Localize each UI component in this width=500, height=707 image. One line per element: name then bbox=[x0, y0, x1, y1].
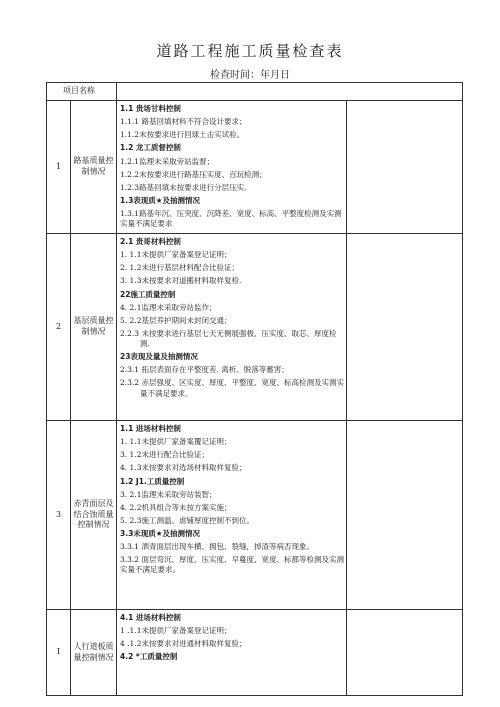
project-name-value[interactable] bbox=[117, 83, 463, 101]
section-category: 人行道板质量控制情况 bbox=[71, 610, 117, 696]
section-index: 1 bbox=[47, 101, 71, 234]
section-content bbox=[117, 234, 347, 421]
section-category: 赤青面层及结合蚀质量控制情况 bbox=[71, 421, 117, 610]
result-cell[interactable] bbox=[347, 421, 463, 610]
check-item: 5. 2.2基层养护期间未封闭交通； bbox=[120, 315, 232, 325]
subsection-heading: 4.1 进场材料控制 bbox=[120, 613, 181, 622]
check-item: 1.1.2未按要求进行回球土击实试验。 bbox=[120, 130, 245, 140]
check-item: 1.2.3路基回填未按要求进行分层压实。 bbox=[120, 182, 252, 192]
check-item: 1.3.1路基年沉、压突度、沉降差、宽度、标高、平整度检测及实测实量不满足要求 bbox=[120, 209, 342, 229]
section-index: 2 bbox=[47, 234, 71, 421]
header-row bbox=[47, 83, 463, 101]
check-item: 3. 2.1监理未采取旁站装智； bbox=[120, 489, 217, 499]
subsection-heading: 1.2 龙工质督控制 bbox=[120, 143, 181, 153]
check-item: 4 .1.2未按要求对进通材料取样复验； bbox=[120, 639, 247, 649]
result-cell[interactable] bbox=[347, 234, 463, 421]
subsection-heading: 1.1 贵场甘料控制 bbox=[120, 104, 181, 113]
check-item: 2.2.3 未按要求进行基层七天无侧展强极、压实度、取芯、厚度检测. bbox=[120, 328, 337, 348]
result-cell[interactable] bbox=[347, 101, 463, 234]
check-item: 4. 2.1监理未采取旁站监作； bbox=[120, 302, 217, 312]
section-category: 基层质量控制情况 bbox=[71, 234, 117, 421]
subsection-heading: 1.3表现质★及抽测情况 bbox=[120, 195, 201, 205]
check-item: 5. 2.3施工测温、虐铺厚度控制不到位。 bbox=[120, 515, 254, 525]
section-index: 3 bbox=[47, 421, 71, 610]
section-content bbox=[117, 421, 347, 610]
section-row bbox=[47, 101, 463, 234]
section-content bbox=[117, 101, 347, 234]
result-cell[interactable] bbox=[347, 610, 463, 696]
subsection-heading: 23表现及量及抽测情况 bbox=[120, 352, 198, 362]
check-item: 2.3.2 赤层强度、区实度、厚度、平整度、宽度、标高检测及实测实量不满足要求。 bbox=[120, 378, 344, 398]
subsection-heading: 2.1 贵哥材料控制 bbox=[120, 237, 181, 246]
subsection-heading: 1.1 进场材料控制 bbox=[120, 424, 181, 433]
subsection-heading: 3.3未现质★及抽测情况 bbox=[120, 529, 201, 538]
check-date: 检查时间：年月日 bbox=[210, 70, 290, 81]
subsection-heading: 4.2 *工质量控制 bbox=[120, 652, 178, 662]
check-item: 1. 1.1未提供厂家备案登记证明； bbox=[120, 250, 232, 260]
quality-check-table bbox=[46, 82, 463, 696]
page-title: 道路工程施工质量检查表 bbox=[156, 42, 344, 60]
section-content bbox=[117, 610, 347, 696]
section-category: 路基质量控制情况 bbox=[71, 101, 117, 234]
check-item: 1.2.2未按要求进行路基压实度、百玩检测； bbox=[120, 169, 267, 179]
check-item: 3.3.1 洒青面层出现车横、拥包、裂缝，掉渣等病否现象。 bbox=[120, 542, 314, 552]
check-item: 2.3.1 拓层表面存在平整度差. 离析、脱落等蓄害； bbox=[120, 365, 289, 375]
check-item: 3.3.2 面层弯沉、厚度、压实度、早蔓度、宽度、标都等检测及实测实量不满足要求。 bbox=[120, 555, 344, 575]
section-row bbox=[47, 610, 463, 696]
project-name-label: 项目名称 bbox=[47, 83, 117, 101]
check-item: 1 .1.1未提供厂家备案登记证明； bbox=[120, 626, 232, 636]
section-row bbox=[47, 234, 463, 421]
check-item: 1.2.1监理未采取旁站监督； bbox=[120, 156, 215, 166]
check-item: 3. 1.3未按要求对道搬材料取样复检. bbox=[120, 276, 242, 286]
section-index: I bbox=[47, 610, 71, 696]
check-item: 2. 1.2未进行基层材料配合比验证； bbox=[120, 263, 239, 273]
check-item: 1. 1.1未提供厂家备案覆记证明； bbox=[120, 437, 232, 447]
check-item: 1.1.1 路基回填材料不符合设计要求； bbox=[120, 117, 247, 127]
check-item: 4. 2.2机具组合等未按方案实施； bbox=[120, 502, 232, 512]
check-item: 4. 1.3未按要求对选场材料取样复验； bbox=[120, 463, 247, 473]
section-row bbox=[47, 421, 463, 610]
subsection-heading: 1.2 J1.工质量控制 bbox=[120, 476, 185, 486]
subsection-heading: 22施工质量控制 bbox=[120, 289, 176, 299]
check-item: 3. 1.2未进行配合比验证； bbox=[120, 450, 209, 460]
